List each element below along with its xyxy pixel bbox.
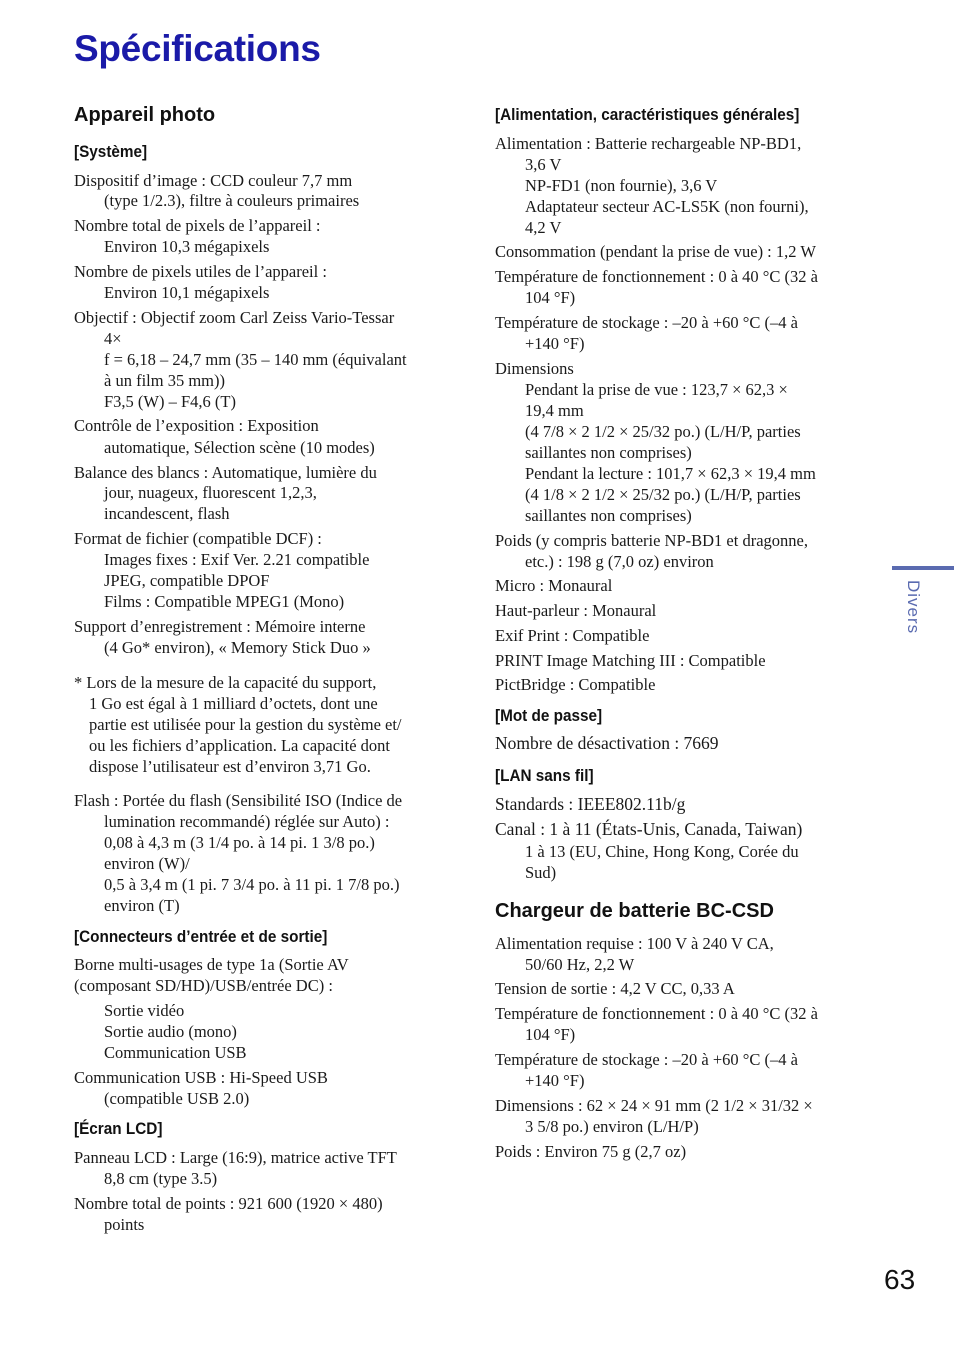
spec-line: Température de fonctionnement : 0 à 40 °C (32 à bbox=[495, 267, 818, 286]
spec-line: (4 Go* environ), « Memory Stick Duo » bbox=[104, 638, 371, 657]
section-heading-charger: Chargeur de batterie BC-CSD bbox=[495, 900, 774, 922]
footnote-line: * Lors de la mesure de la capacité du support, bbox=[74, 673, 377, 692]
spec-line: automatique, Sélection scène (10 modes) bbox=[104, 438, 375, 457]
spec-line: saillantes non comprises) bbox=[525, 443, 692, 462]
page-title: Spécifications bbox=[74, 28, 321, 69]
subheading-ecran: [Écran LCD] bbox=[74, 1119, 163, 1138]
subheading-alimentation: [Alimentation, caractéristiques générales] bbox=[495, 105, 800, 124]
spec-line: (type 1/2.3), filtre à couleurs primaires bbox=[104, 191, 360, 210]
spec-line: Borne multi-usages de type 1a (Sortie AV bbox=[74, 955, 349, 974]
spec-line: Température de fonctionnement : 0 à 40 °C (32 à bbox=[495, 1004, 818, 1023]
spec-line: 104 °F) bbox=[525, 288, 576, 307]
spec-line: 4,2 V bbox=[525, 218, 562, 237]
side-tab-bar bbox=[892, 566, 954, 570]
spec-line: Dimensions bbox=[495, 359, 574, 378]
spec-line: Panneau LCD : Large (16:9), matrice active TFT bbox=[74, 1148, 397, 1167]
footnote-line: ou les fichiers d’application. La capacité dont bbox=[89, 736, 391, 755]
spec-line: Nombre de pixels utiles de l’appareil : bbox=[74, 262, 327, 281]
spec-line: Pendant la prise de vue : 123,7 × 62,3 × bbox=[525, 380, 788, 399]
spec-line: etc.) : 198 g (7,0 oz) environ bbox=[525, 552, 714, 571]
spec-line: Température de stockage : –20 à +60 °C (–4 à bbox=[495, 313, 798, 332]
spec-line: PictBridge : Compatible bbox=[495, 675, 656, 694]
spec-line: Sortie audio (mono) bbox=[104, 1022, 237, 1041]
spec-line: Sortie vidéo bbox=[104, 1001, 185, 1020]
spec-line: +140 °F) bbox=[525, 334, 585, 353]
spec-line: Poids : Environ 75 g (2,7 oz) bbox=[495, 1142, 687, 1161]
spec-line: Pendant la lecture : 101,7 × 62,3 × 19,4 mm bbox=[525, 464, 816, 483]
spec-line: Nombre total de pixels de l’appareil : bbox=[74, 216, 321, 235]
subheading-mot-de-passe: [Mot de passe] bbox=[495, 706, 603, 725]
side-tab-label: Divers bbox=[904, 580, 923, 635]
spec-line: Tension de sortie : 4,2 V CC, 0,33 A bbox=[495, 979, 735, 998]
spec-line: Balance des blancs : Automatique, lumière du bbox=[74, 463, 377, 482]
subheading-systeme: [Système] bbox=[74, 142, 148, 161]
section-heading-camera: Appareil photo bbox=[74, 104, 216, 126]
spec-line: (4 7/8 × 2 1/2 × 25/32 po.) (L/H/P, parties bbox=[525, 422, 801, 441]
page-number: 63 bbox=[884, 1264, 916, 1295]
spec-line: lumination recommandé) réglée sur Auto) : bbox=[104, 812, 390, 831]
spec-line: Exif Print : Compatible bbox=[495, 626, 650, 645]
spec-line: à un film 35 mm)) bbox=[104, 371, 225, 390]
spec-line: Films : Compatible MPEG1 (Mono) bbox=[104, 592, 345, 611]
spec-line: (compatible USB 2.0) bbox=[104, 1089, 250, 1108]
spec-line: Consommation (pendant la prise de vue) : 1,2 W bbox=[495, 242, 816, 261]
spec-line: Contrôle de l’exposition : Exposition bbox=[74, 416, 319, 435]
spec-line: Canal : 1 à 11 (États-Unis, Canada, Taiwan) bbox=[495, 819, 803, 839]
spec-line: Images fixes : Exif Ver. 2.21 compatible bbox=[104, 550, 370, 569]
subheading-lan: [LAN sans fil] bbox=[495, 766, 594, 785]
spec-line: (composant SD/HD)/USB/entrée DC) : bbox=[74, 976, 333, 995]
spec-line: 8,8 cm (type 3.5) bbox=[104, 1169, 218, 1188]
spec-line: Flash : Portée du flash (Sensibilité ISO (Indice de bbox=[74, 791, 403, 810]
spec-line: Communication USB : Hi-Speed USB bbox=[74, 1068, 328, 1087]
spec-line: environ (T) bbox=[104, 896, 180, 915]
spec-line: JPEG, compatible DPOF bbox=[104, 571, 270, 590]
spec-line: +140 °F) bbox=[525, 1071, 585, 1090]
spec-line: 4× bbox=[104, 329, 122, 348]
spec-line: 3,6 V bbox=[525, 155, 562, 174]
spec-line: Standards : IEEE802.11b/g bbox=[495, 794, 686, 814]
spec-line: 50/60 Hz, 2,2 W bbox=[525, 955, 635, 974]
spec-line: Sud) bbox=[525, 863, 557, 882]
spec-line: points bbox=[104, 1215, 145, 1234]
spec-line: (4 1/8 × 2 1/2 × 25/32 po.) (L/H/P, parties bbox=[525, 485, 801, 504]
footnote-line: dispose l’utilisateur est d’environ 3,71 Go. bbox=[89, 757, 371, 776]
spec-line: Dimensions : 62 × 24 × 91 mm (2 1/2 × 31/32 × bbox=[495, 1096, 813, 1115]
spec-line: jour, nuageux, fluorescent 1,2,3, bbox=[104, 483, 317, 502]
spec-line: Alimentation : Batterie rechargeable NP-BD1, bbox=[495, 134, 802, 153]
spec-line: NP-FD1 (non fournie), 3,6 V bbox=[525, 176, 718, 195]
spec-line: Nombre total de points : 921 600 (1920 × 480) bbox=[74, 1194, 383, 1213]
spec-line: 104 °F) bbox=[525, 1025, 576, 1044]
spec-line: Poids (y compris batterie NP-BD1 et dragonne, bbox=[495, 531, 808, 550]
spec-line: Communication USB bbox=[104, 1043, 247, 1062]
spec-line: Environ 10,1 mégapixels bbox=[104, 283, 270, 302]
spec-line: 1 à 13 (EU, Chine, Hong Kong, Corée du bbox=[525, 842, 799, 861]
footnote-line: 1 Go est égal à 1 milliard d’octets, dont une bbox=[89, 694, 378, 713]
subheading-connecteurs: [Connecteurs d’entrée et de sortie] bbox=[74, 927, 328, 946]
spec-line: PRINT Image Matching III : Compatible bbox=[495, 651, 766, 670]
spec-line: incandescent, flash bbox=[104, 504, 230, 523]
spec-line: Température de stockage : –20 à +60 °C (–4 à bbox=[495, 1050, 798, 1069]
spec-line: environ (W)/ bbox=[104, 854, 190, 873]
spec-line: saillantes non comprises) bbox=[525, 506, 692, 525]
spec-line: 3 5/8 po.) environ (L/H/P) bbox=[525, 1117, 699, 1136]
spec-line: 0,08 à 4,3 m (3 1/4 po. à 14 pi. 1 3/8 po.) bbox=[104, 833, 375, 852]
spec-line: Nombre de désactivation : 7669 bbox=[495, 733, 719, 753]
spec-line: Adaptateur secteur AC-LS5K (non fourni), bbox=[525, 197, 809, 216]
spec-line: Alimentation requise : 100 V à 240 V CA, bbox=[495, 934, 774, 953]
spec-line: Environ 10,3 mégapixels bbox=[104, 237, 270, 256]
spec-line: F3,5 (W) – F4,6 (T) bbox=[104, 392, 236, 411]
spec-line: Format de fichier (compatible DCF) : bbox=[74, 529, 322, 548]
spec-line: 19,4 mm bbox=[525, 401, 584, 420]
spec-line: Micro : Monaural bbox=[495, 576, 613, 595]
spec-line: Dispositif d’image : CCD couleur 7,7 mm bbox=[74, 171, 353, 190]
footnote-line: partie est utilisée pour la gestion du système et/ bbox=[89, 715, 402, 734]
spec-line: Objectif : Objectif zoom Carl Zeiss Vario-Tessar bbox=[74, 308, 395, 327]
spec-line: Support d’enregistrement : Mémoire interne bbox=[74, 617, 366, 636]
spec-line: 0,5 à 3,4 m (1 pi. 7 3/4 po. à 11 pi. 1 7/8 po.) bbox=[104, 875, 400, 894]
spec-line: f = 6,18 – 24,7 mm (35 – 140 mm (équivalant bbox=[104, 350, 407, 369]
spec-line: Haut-parleur : Monaural bbox=[495, 601, 657, 620]
